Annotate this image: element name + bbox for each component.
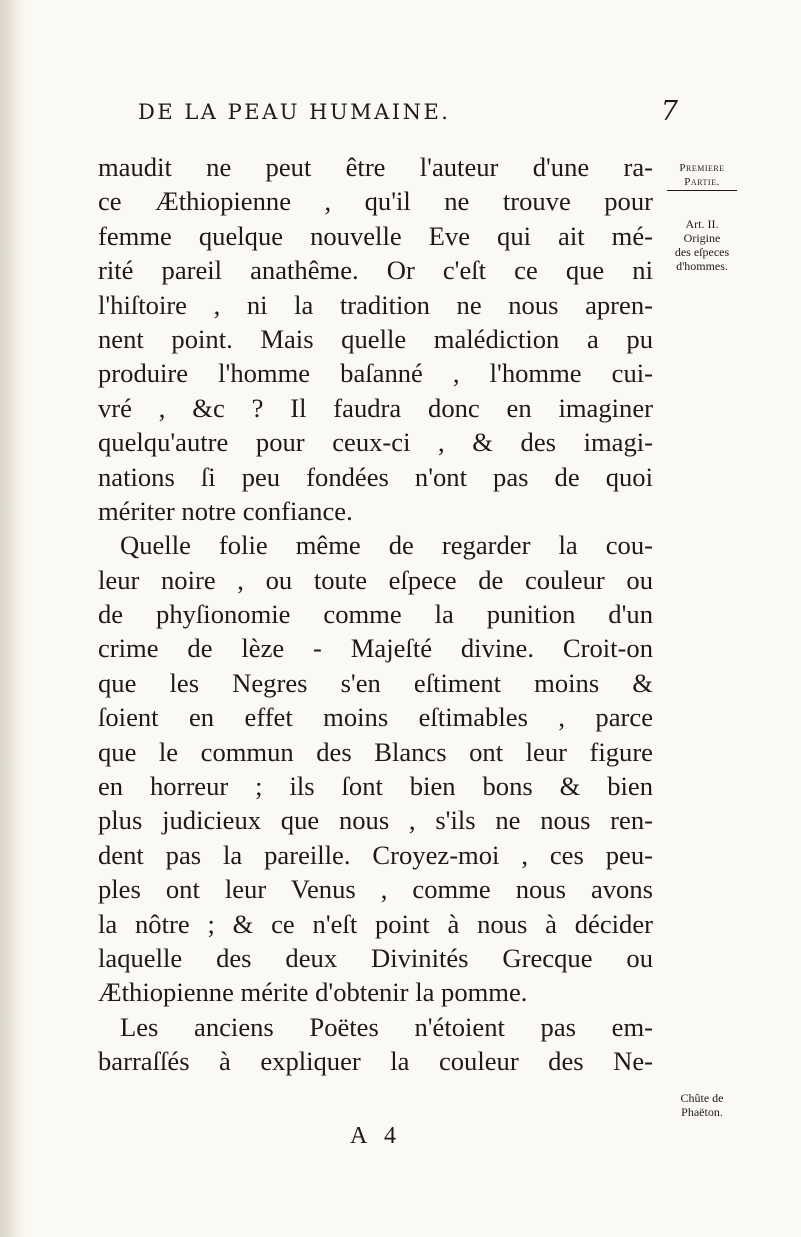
margin-note-rule [667,190,737,191]
margin-note-partie [658,161,746,191]
text-line: que les Negres s'en eſtiment moins & [98,667,653,698]
text-line: ce Æthiopienne , qu'il ne trouve pour [98,186,653,217]
text-line: Les anciens Poëtes n'étoient pas em- [120,1011,653,1042]
page-spine-shadow [0,0,26,1237]
margin-note-art-line1: Art. II. [685,217,719,231]
running-head-title: DE LA PEAU HUMAINE. [138,100,451,124]
text-line: que le commun des Blancs ont leur figure [98,736,653,767]
signature-mark: A 4 [350,1123,403,1149]
text-line: nations ſi peu fondées n'ont pas de quoi [98,461,653,492]
body-text [98,150,653,1079]
text-line: vré , &c ? Il faudra donc en imaginer [98,392,653,423]
text-line: leur noire , ou toute eſpece de couleur ou [98,564,653,595]
text-line: crime de lèze - Majeſté divine. Croit-on [98,633,653,664]
text-line: Quelle folie même de regarder la cou- [120,530,653,561]
text-line: Æthiopienne mérite d'obtenir la pomme. [98,977,528,1008]
text-line: ſoient en effet moins eſtimables , parce [98,702,653,733]
text-line: dent pas la pareille. Croyez-moi , ces peu- [98,839,653,870]
text-line: l'hiſtoire , ni la tradition ne nous apren- [98,289,653,320]
text-line: rité pareil anathême. Or c'eſt ce que ni [98,255,653,286]
text-line: barraſſés à expliquer la couleur des Ne- [98,1046,653,1077]
margin-note-chute [658,1091,746,1119]
text-line: maudit ne peut être l'auteur d'une ra- [98,152,653,182]
text-line: de phyſionomie comme la punition d'un [98,599,653,630]
text-line: plus judicieux que nous , s'ils ne nous ren- [98,805,653,836]
text-line: la nôtre ; & ce n'eſt point à nous à décider [98,908,653,939]
text-line: quelqu'autre pour ceux-ci , & des imagi- [98,427,653,458]
text-line: produire l'homme baſanné , l'homme cui- [98,358,653,389]
margin-note-art-line2: Origine [683,231,721,245]
margin-note-chute-line1: Chûte de [680,1091,724,1105]
text-line: en horreur ; ils ſont bien bons & bien [98,771,653,802]
margin-note-partie-line2: Partie. [684,176,720,188]
text-line: ples ont leur Venus , comme nous avons [98,874,653,905]
margin-note-art-line3: des eſpeces [674,245,730,259]
text-line: femme quelque nouvelle Eve qui ait mé- [98,220,653,251]
page-number: 7 [660,96,678,127]
text-line: nent point. Mais quelle malédiction a pu [98,323,653,354]
margin-note-partie-line1: Premiere [679,162,725,174]
margin-note-art-line4: d'hommes. [676,259,728,273]
running-head [138,96,678,127]
text-line: mériter notre confiance. [98,495,353,526]
text-line: laquelle des deux Divinités Grecque ou [98,942,653,973]
margin-note-chute-line2: Phaëton. [681,1105,723,1119]
margin-note-article [658,217,746,273]
